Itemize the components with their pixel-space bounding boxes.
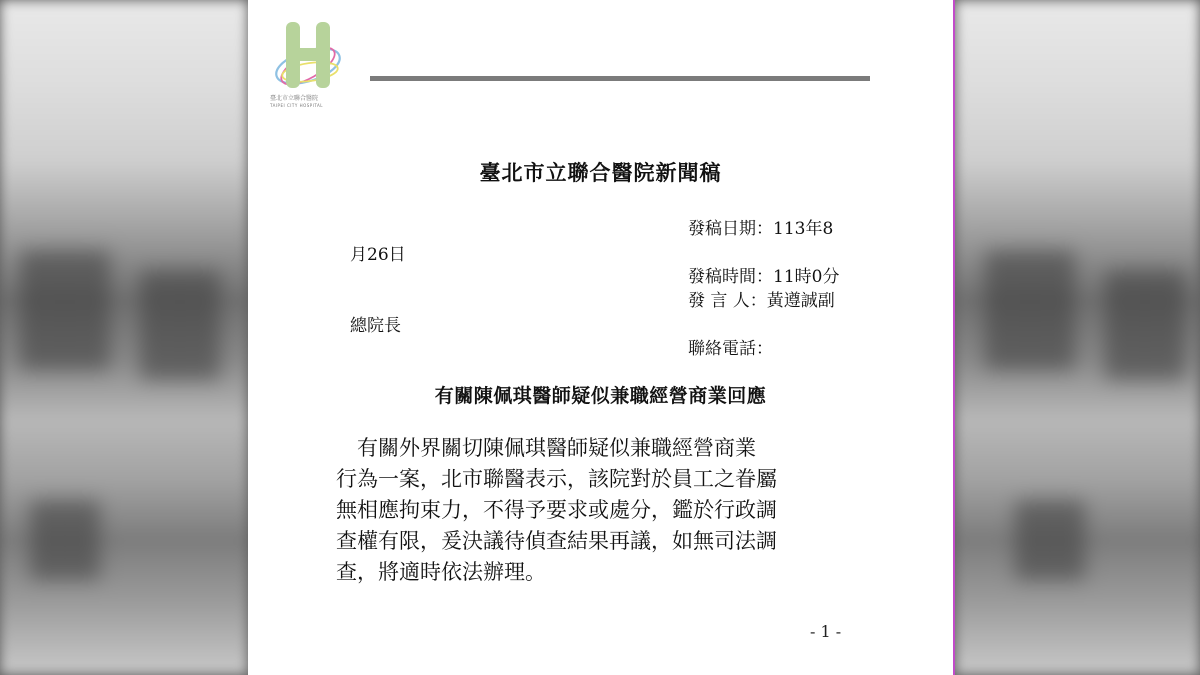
page-number: - 1 - bbox=[810, 622, 842, 641]
logo-caption-en: TAIPEI CITY HOSPITAL bbox=[270, 103, 323, 108]
blurred-backdrop-left bbox=[0, 0, 248, 675]
press-release-page bbox=[248, 0, 953, 675]
header-rule bbox=[370, 76, 870, 81]
document-title: 臺北市立聯合醫院新聞稿 bbox=[479, 161, 722, 185]
logo-caption-zh: 臺北市立聯合醫院 bbox=[270, 95, 319, 102]
body-line: 查權有限，爰決議待偵查結果再議，如無司法調 bbox=[336, 529, 777, 553]
body-line: 無相應拘束力，不得予要求或處分，鑑於行政調 bbox=[336, 498, 777, 522]
release-time: 發稿時間：11時0分 bbox=[688, 267, 840, 287]
spokesperson-line2: 總院長 bbox=[350, 316, 401, 336]
contact-phone: 聯絡電話： bbox=[688, 339, 773, 359]
body-line: 有關外界關切陳佩琪醫師疑似兼職經營商業 bbox=[336, 436, 756, 460]
body-line: 查，將適時依法辦理。 bbox=[336, 560, 546, 584]
body-line: 行為一案，北市聯醫表示，該院對於員工之眷屬 bbox=[336, 467, 777, 491]
page-edge-line bbox=[953, 0, 955, 675]
logo-caption bbox=[270, 95, 323, 109]
spokesperson-line1: 發 言 人：黃遵誠副 bbox=[688, 291, 835, 311]
document-subtitle: 有關陳佩琪醫師疑似兼職經營商業回應 bbox=[434, 385, 767, 407]
release-date-line2: 月26日 bbox=[350, 245, 406, 265]
release-date-line1: 發稿日期：113年8 bbox=[688, 219, 834, 239]
body-paragraph bbox=[336, 433, 876, 588]
blurred-backdrop-right bbox=[955, 0, 1200, 675]
